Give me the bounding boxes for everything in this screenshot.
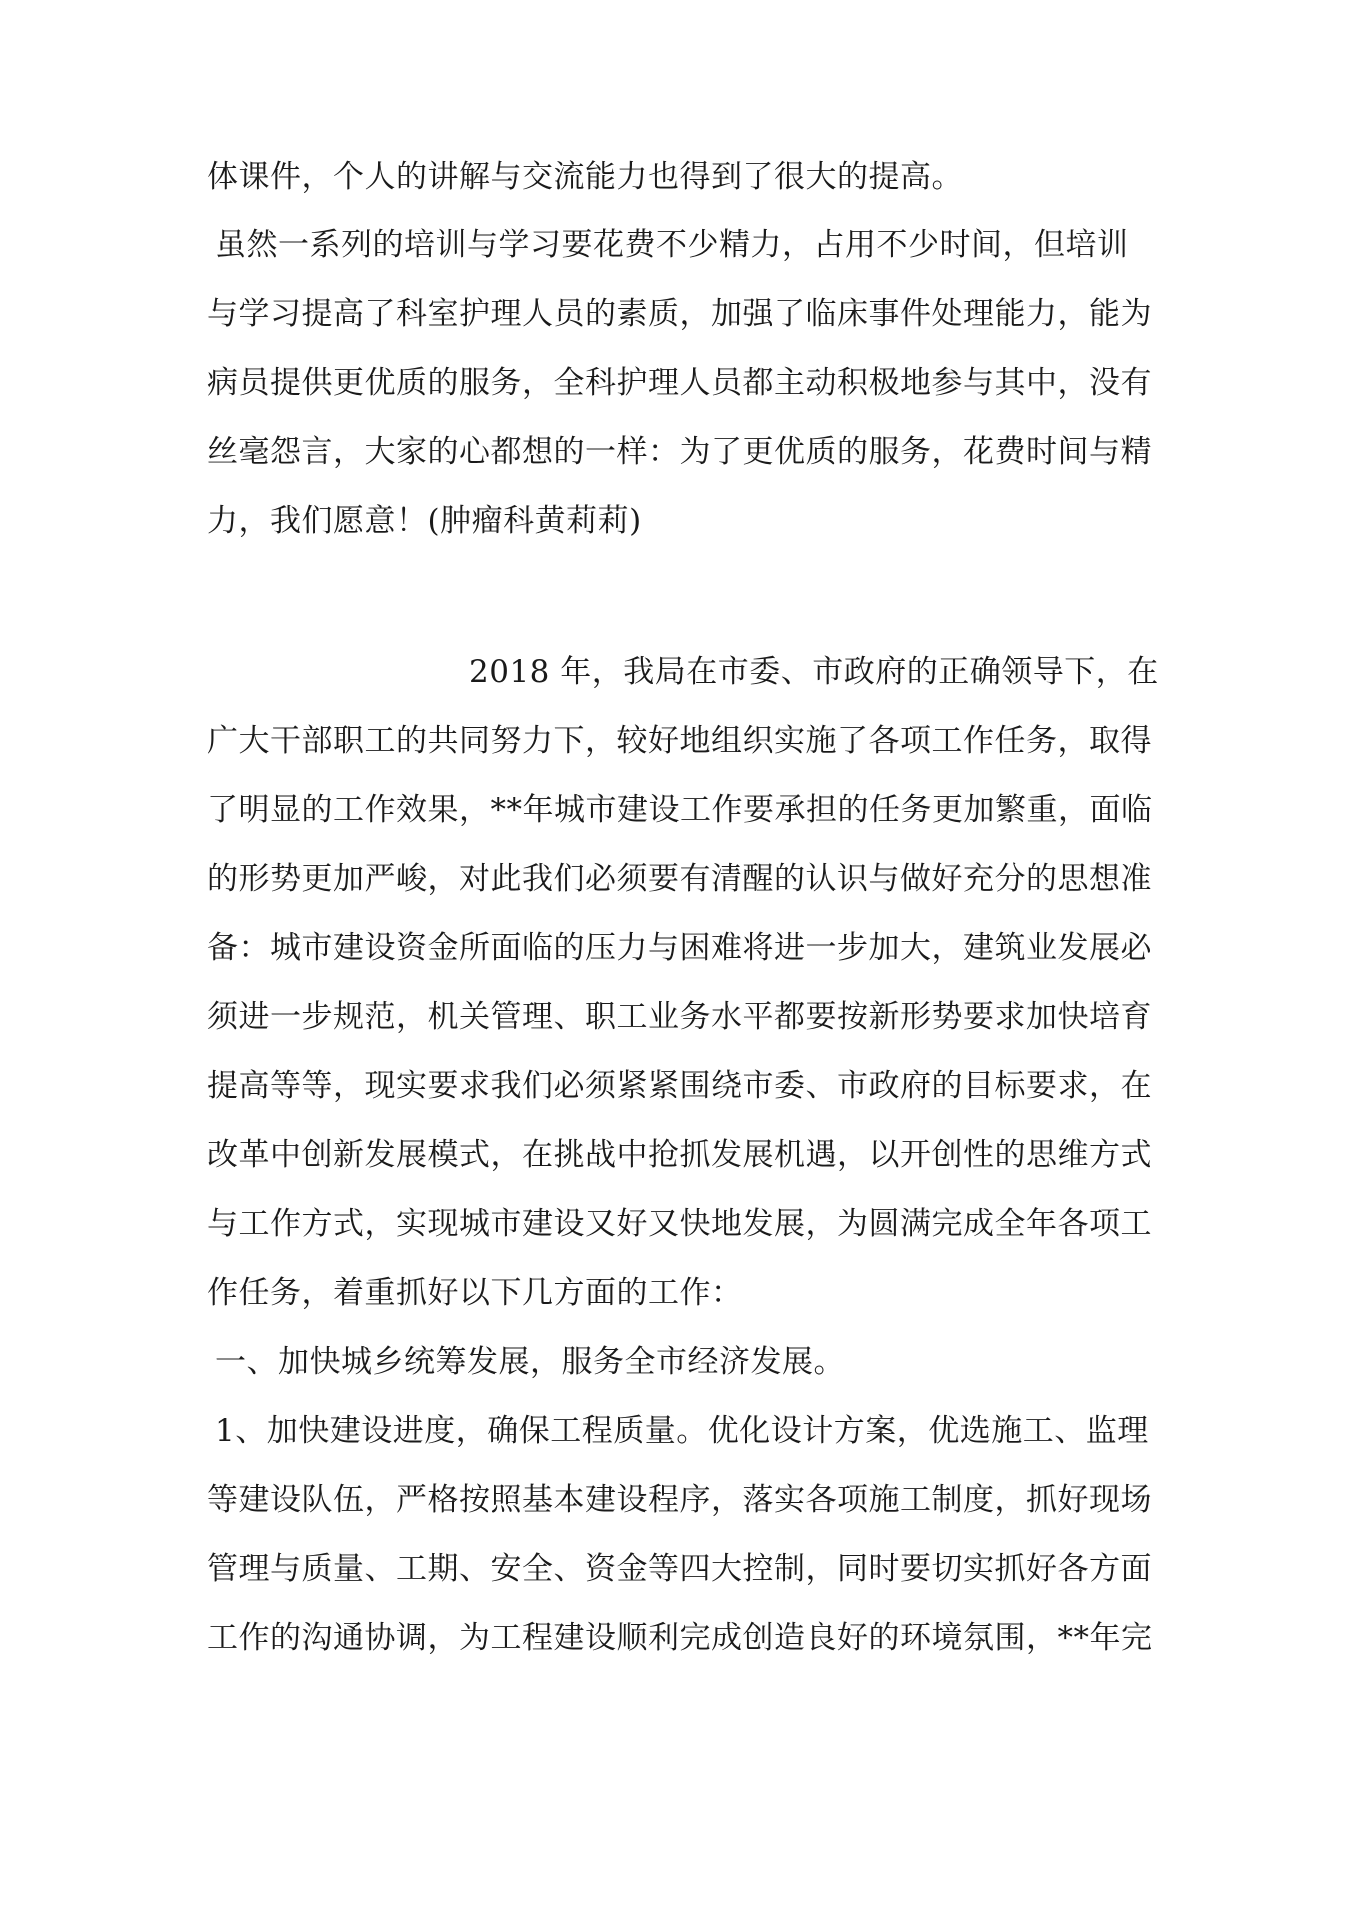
text-line: 体课件，个人的讲解与交流能力也得到了很大的提高。 xyxy=(207,159,963,195)
text-line: 工作的沟通协调，为工程建设顺利完成创造良好的环境氛围，**年完 xyxy=(207,1620,1153,1656)
text-line: 虽然一系列的培训与学习要花费不少精力，占用不少时间，但培训 xyxy=(215,227,1129,263)
text-line: 备：城市建设资金所面临的压力与困难将进一步加大，建筑业发展必 xyxy=(207,930,1152,966)
section-heading: 一、加快城乡统筹发展，服务全市经济发展。 xyxy=(215,1344,845,1380)
text-line: 作任务，着重抓好以下几方面的工作： xyxy=(207,1275,743,1311)
text-line: 管理与质量、工期、安全、资金等四大控制，同时要切实抓好各方面 xyxy=(207,1551,1152,1587)
text-line: 病员提供更优质的服务，全科护理人员都主动积极地参与其中，没有 xyxy=(207,365,1152,401)
text-line: 2018 年，我局在市委、市政府的正确领导下，在 xyxy=(469,654,1159,690)
text-line: 广大干部职工的共同努力下，较好地组织实施了各项工作任务，取得 xyxy=(207,723,1152,759)
text-line: 丝毫怨言，大家的心都想的一样：为了更优质的服务，花费时间与精 xyxy=(207,434,1152,470)
text-line: 提高等等，现实要求我们必须紧紧围绕市委、市政府的目标要求，在 xyxy=(207,1068,1152,1104)
text-line: 与学习提高了科室护理人员的素质，加强了临床事件处理能力，能为 xyxy=(207,296,1152,332)
text-line: 须进一步规范，机关管理、职工业务水平都要按新形势要求加快培育 xyxy=(207,999,1152,1035)
text-line: 改革中创新发展模式，在挑战中抢抓发展机遇，以开创性的思维方式 xyxy=(207,1137,1152,1173)
text-line: 1、加快建设进度，确保工程质量。优化设计方案，优选施工、监理 xyxy=(215,1413,1149,1449)
text-line: 力，我们愿意！(肿瘤科黄莉莉) xyxy=(207,503,642,539)
text-line: 的形势更加严峻，对此我们必须要有清醒的认识与做好充分的思想准 xyxy=(207,861,1152,897)
text-line: 等建设队伍，严格按照基本建设程序，落实各项施工制度，抓好现场 xyxy=(207,1482,1152,1518)
text-line: 了明显的工作效果，**年城市建设工作要承担的任务更加繁重，面临 xyxy=(207,792,1153,828)
text-line: 与工作方式，实现城市建设又好又快地发展，为圆满完成全年各项工 xyxy=(207,1206,1152,1242)
